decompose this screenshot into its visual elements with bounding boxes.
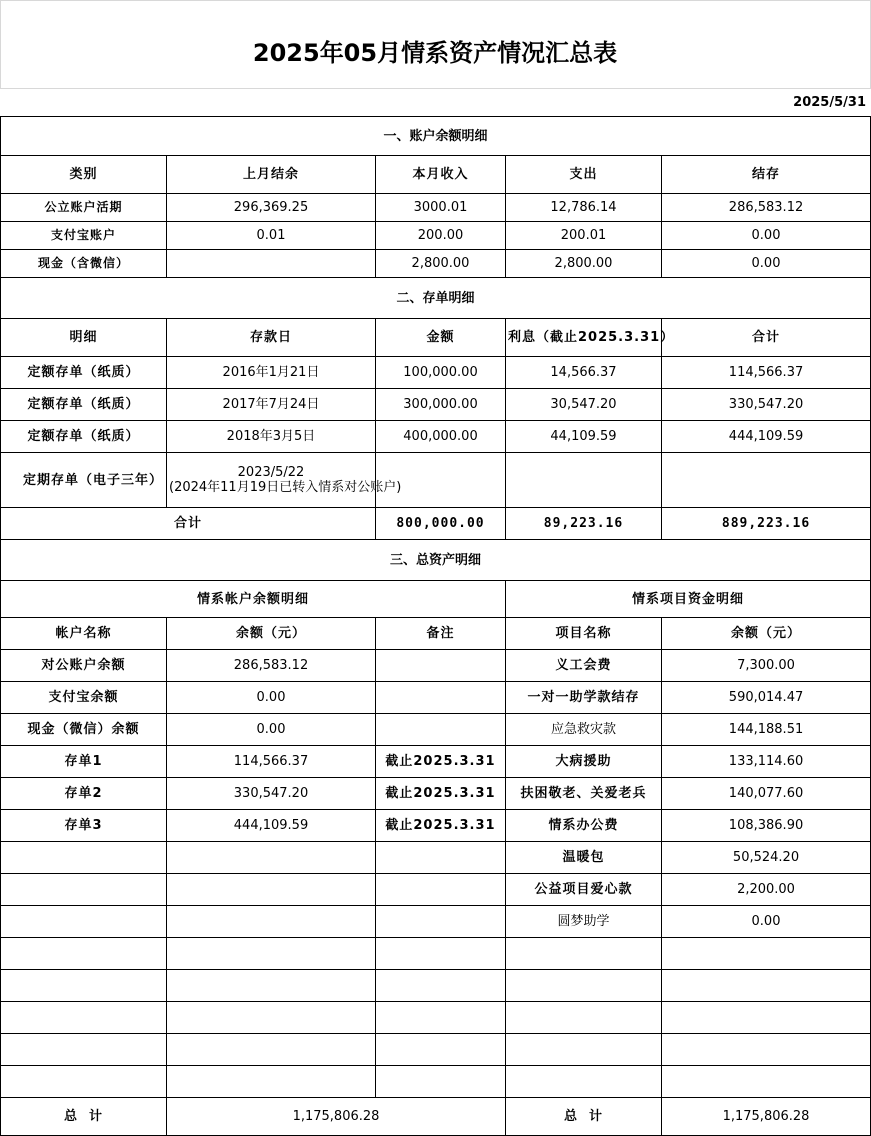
s3-cell: 存单2: [1, 778, 167, 810]
table-row: [1, 746, 871, 778]
grand-total-row: [1, 1098, 871, 1136]
table-row: [1, 250, 871, 278]
s2-cell: 2017年7月24日: [167, 389, 376, 421]
s3-cell: 存单1: [1, 746, 167, 778]
table-row: [1, 810, 871, 842]
s2-cell: 2016年1月21日: [167, 357, 376, 389]
s3-left-title: 情系帐户余额明细: [1, 581, 506, 618]
s2-cell: [662, 453, 871, 508]
s3-cell: 义工会费: [506, 650, 662, 682]
section1-title: 一、账户余额明细: [1, 117, 871, 156]
s1-cell: 公立账户活期: [1, 194, 167, 222]
s2-cell: 330,547.20: [662, 389, 871, 421]
s3-cell: [376, 714, 506, 746]
s1-cell: 0.01: [167, 222, 376, 250]
s3-cell: 7,300.00: [662, 650, 871, 682]
s2-cell: 400,000.00: [376, 421, 506, 453]
s2-header-detail: 明细: [1, 319, 167, 357]
asset-summary-table: [0, 116, 871, 1136]
table-row: [1, 421, 871, 453]
s1-cell: 296,369.25: [167, 194, 376, 222]
left-total-label: 总 计: [1, 1098, 167, 1136]
s3-cell: 存单3: [1, 810, 167, 842]
empty-row: [1, 1002, 871, 1034]
s2-cell: 100,000.00: [376, 357, 506, 389]
section3-title: 三、总资产明细: [1, 540, 871, 581]
s3-header-project: 项目名称: [506, 618, 662, 650]
s2-header-amount: 金额: [376, 319, 506, 357]
empty-row: [1, 1034, 871, 1066]
s2-cell: 44,109.59: [506, 421, 662, 453]
s1-cell: 0.00: [662, 250, 871, 278]
s3-cell: [376, 682, 506, 714]
section2-title: 二、存单明细: [1, 278, 871, 319]
s1-header-income: 本月收入: [376, 156, 506, 194]
s3-cell: [376, 650, 506, 682]
table-row: [1, 389, 871, 421]
s3-cell: 对公账户余额: [1, 650, 167, 682]
table-row: [1, 874, 871, 906]
s3-cell: 114,566.37: [167, 746, 376, 778]
s3-cell: 截止2025.3.31: [376, 778, 506, 810]
s1-header-expense: 支出: [506, 156, 662, 194]
s2-cell: 定额存单（纸质）: [1, 389, 167, 421]
s3-cell: [1, 874, 167, 906]
s2-cell: 114,566.37: [662, 357, 871, 389]
s3-cell: 支付宝余额: [1, 682, 167, 714]
s2-total-interest: 89,223.16: [506, 508, 662, 540]
right-total-value: 1,175,806.28: [662, 1098, 871, 1136]
s3-cell: 108,386.90: [662, 810, 871, 842]
s2-cell: 定额存单（纸质）: [1, 357, 167, 389]
s3-cell: 133,114.60: [662, 746, 871, 778]
s3-cell: 140,077.60: [662, 778, 871, 810]
empty-row: [1, 938, 871, 970]
s2-total-amount: 800,000.00: [376, 508, 506, 540]
s1-cell: 200.00: [376, 222, 506, 250]
ecert-note: (2024年11月19日已转入情系对公账户): [169, 480, 402, 495]
s2-cell: 300,000.00: [376, 389, 506, 421]
s3-cell: 情系办公费: [506, 810, 662, 842]
s3-header-balance: 余额（元）: [167, 618, 376, 650]
table-row: [1, 194, 871, 222]
total-row: [1, 508, 871, 540]
s1-cell: 200.01: [506, 222, 662, 250]
s2-header-total: 合计: [662, 319, 871, 357]
divider: [0, 88, 870, 89]
s3-cell: 截止2025.3.31: [376, 746, 506, 778]
s3-cell: 0.00: [662, 906, 871, 938]
s1-cell: 0.00: [662, 222, 871, 250]
right-total-label: 总 计: [506, 1098, 662, 1136]
empty-row: [1, 1066, 871, 1098]
s3-cell: 应急救灾款: [506, 714, 662, 746]
s3-cell: 590,014.47: [662, 682, 871, 714]
ecert-label: 定期存单（电子三年）: [1, 453, 167, 508]
s3-header-project-balance: 余额（元）: [662, 618, 871, 650]
s1-header-balance: 结存: [662, 156, 871, 194]
s1-cell: 现金（含微信）: [1, 250, 167, 278]
s2-header-interest: 利息（截止2025.3.31）: [506, 319, 662, 357]
s2-cell: 30,547.20: [506, 389, 662, 421]
s3-cell: 截止2025.3.31: [376, 810, 506, 842]
table-row: [1, 842, 871, 874]
table-row: [1, 906, 871, 938]
s1-cell: 3000.01: [376, 194, 506, 222]
s3-cell: [1, 906, 167, 938]
report-date: 2025/5/31: [793, 95, 866, 110]
ecert-date: 2023/5/22: [237, 465, 305, 480]
s3-cell: [1, 842, 167, 874]
s1-header-prev-balance: 上月结余: [167, 156, 376, 194]
s2-cell: 2018年3月5日: [167, 421, 376, 453]
s3-cell: [376, 842, 506, 874]
s3-cell: 2,200.00: [662, 874, 871, 906]
s1-cell: [167, 250, 376, 278]
s3-header-remark: 备注: [376, 618, 506, 650]
s1-cell: 支付宝账户: [1, 222, 167, 250]
s3-cell: 444,109.59: [167, 810, 376, 842]
s3-cell: 公益项目爱心款: [506, 874, 662, 906]
s3-cell: [167, 842, 376, 874]
s1-header-category: 类别: [1, 156, 167, 194]
table-row: [1, 714, 871, 746]
s3-cell: 0.00: [167, 714, 376, 746]
empty-row: [1, 970, 871, 1002]
s3-cell: [376, 906, 506, 938]
s3-cell: [167, 906, 376, 938]
s3-header-account: 帐户名称: [1, 618, 167, 650]
s3-cell: 144,188.51: [662, 714, 871, 746]
page-title: 2025年05月情系资产情况汇总表: [252, 39, 618, 67]
s2-header-deposit-date: 存款日: [167, 319, 376, 357]
s2-total-label: 合计: [1, 508, 376, 540]
s1-cell: 286,583.12: [662, 194, 871, 222]
s2-cell: 14,566.37: [506, 357, 662, 389]
s2-cell: [506, 453, 662, 508]
table-row: [1, 357, 871, 389]
table-row: [1, 222, 871, 250]
s1-cell: 2,800.00: [376, 250, 506, 278]
s3-cell: 现金（微信）余额: [1, 714, 167, 746]
s3-cell: 圆梦助学: [506, 906, 662, 938]
table-row: [1, 778, 871, 810]
s3-right-title: 情系项目资金明细: [506, 581, 871, 618]
table-row: [1, 682, 871, 714]
s2-cell: 444,109.59: [662, 421, 871, 453]
s2-total-sum: 889,223.16: [662, 508, 871, 540]
s3-cell: [167, 874, 376, 906]
s1-cell: 2,800.00: [506, 250, 662, 278]
left-total-value: 1,175,806.28: [167, 1098, 506, 1136]
s2-cell: 定额存单（纸质）: [1, 421, 167, 453]
s3-cell: 大病援助: [506, 746, 662, 778]
s3-cell: 50,524.20: [662, 842, 871, 874]
table-row: [1, 453, 871, 508]
s3-cell: 一对一助学款结存: [506, 682, 662, 714]
table-row: [1, 650, 871, 682]
s1-cell: 12,786.14: [506, 194, 662, 222]
s3-cell: 286,583.12: [167, 650, 376, 682]
ecert-date-cell: [167, 453, 402, 508]
s3-cell: 扶困敬老、关爱老兵: [506, 778, 662, 810]
s3-cell: 温暖包: [506, 842, 662, 874]
s3-cell: [376, 874, 506, 906]
s3-cell: 330,547.20: [167, 778, 376, 810]
s3-cell: 0.00: [167, 682, 376, 714]
